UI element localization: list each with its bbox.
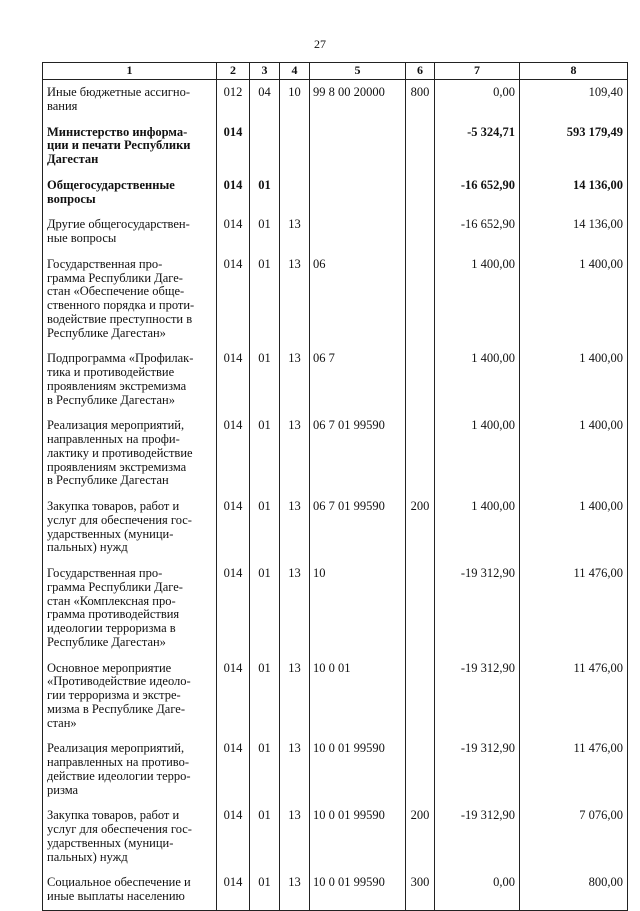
header-col-5: 5: [310, 63, 406, 80]
row-section: 01: [250, 346, 280, 413]
row-title: Общегосударственные вопросы: [43, 173, 217, 213]
row-subsection: 13: [280, 656, 310, 737]
table-row: [43, 346, 628, 413]
row-section: 01: [250, 212, 280, 252]
row-total-amount: 800,00: [520, 870, 628, 910]
row-expense-type: [406, 561, 435, 656]
row-admin-code: 014: [217, 212, 250, 252]
row-change-amount: 1 400,00: [435, 413, 520, 494]
row-total-amount: 11 476,00: [520, 736, 628, 803]
row-section: 01: [250, 173, 280, 213]
row-target-code: 10: [310, 561, 406, 656]
row-total-amount: 1 400,00: [520, 252, 628, 347]
table-row: [43, 413, 628, 494]
row-title: Подпрограмма «Профилак- тика и противодействие проявлениям экстремизма в Республике Дагестан»: [43, 346, 217, 413]
row-subsection: 10: [280, 80, 310, 120]
header-col-3: 3: [250, 63, 280, 80]
row-title: Реализация мероприятий, направленных на профи- лактику и противодействие проявлениям экстремизма в Республике Дагестан: [43, 413, 217, 494]
table-row: [43, 561, 628, 656]
row-title: Министерство информа- ции и печати Республики Дагестан: [43, 120, 217, 173]
row-total-amount: 14 136,00: [520, 173, 628, 213]
row-target-code: 06 7: [310, 346, 406, 413]
row-admin-code: 014: [217, 494, 250, 561]
row-target-code: 06: [310, 252, 406, 347]
row-admin-code: 014: [217, 252, 250, 347]
row-subsection: 13: [280, 212, 310, 252]
row-subsection: 13: [280, 252, 310, 347]
row-expense-type: [406, 346, 435, 413]
row-admin-code: 014: [217, 736, 250, 803]
row-admin-code: 014: [217, 346, 250, 413]
row-section: 01: [250, 413, 280, 494]
row-subsection: 13: [280, 494, 310, 561]
row-change-amount: -16 652,90: [435, 212, 520, 252]
row-subsection: 13: [280, 561, 310, 656]
row-expense-type: 300: [406, 870, 435, 910]
row-expense-type: [406, 736, 435, 803]
row-expense-type: 200: [406, 494, 435, 561]
row-title: Реализация мероприятий, направленных на противо- действие идеологии терро- ризма: [43, 736, 217, 803]
row-section: 01: [250, 656, 280, 737]
row-target-code: 06 7 01 99590: [310, 494, 406, 561]
row-section: 01: [250, 736, 280, 803]
row-target-code: 10 0 01 99590: [310, 803, 406, 870]
row-expense-type: [406, 120, 435, 173]
row-title: Другие общегосударствен- ные вопросы: [43, 212, 217, 252]
header-col-6: 6: [406, 63, 435, 80]
row-expense-type: [406, 212, 435, 252]
row-title: Основное мероприятие «Противодействие идеоло- гии терроризма и экстре- мизма в Республике Даге- стан»: [43, 656, 217, 737]
row-admin-code: 014: [217, 803, 250, 870]
row-target-code: 99 8 00 20000: [310, 80, 406, 120]
row-change-amount: 1 400,00: [435, 252, 520, 347]
table-row: [43, 494, 628, 561]
row-expense-type: 200: [406, 803, 435, 870]
row-change-amount: -19 312,90: [435, 736, 520, 803]
header-col-1: 1: [43, 63, 217, 80]
row-expense-type: [406, 173, 435, 213]
row-total-amount: 593 179,49: [520, 120, 628, 173]
row-change-amount: 0,00: [435, 870, 520, 910]
row-change-amount: -16 652,90: [435, 173, 520, 213]
row-target-code: 10 0 01: [310, 656, 406, 737]
row-admin-code: 012: [217, 80, 250, 120]
row-expense-type: [406, 413, 435, 494]
table-row: [43, 252, 628, 347]
row-subsection: 13: [280, 803, 310, 870]
row-target-code: 06 7 01 99590: [310, 413, 406, 494]
table-header-row: [43, 63, 628, 80]
row-target-code: 10 0 01 99590: [310, 870, 406, 910]
row-section: 01: [250, 803, 280, 870]
row-total-amount: 11 476,00: [520, 561, 628, 656]
row-title: Социальное обеспечение и иные выплаты населению: [43, 870, 217, 910]
row-subsection: [280, 173, 310, 213]
row-target-code: [310, 212, 406, 252]
row-title: Закупка товаров, работ и услуг для обеспечения гос- ударственных (муници- пальных) нужд: [43, 803, 217, 870]
row-section: 01: [250, 561, 280, 656]
row-total-amount: 1 400,00: [520, 413, 628, 494]
row-title: Иные бюджетные ассигно- вания: [43, 80, 217, 120]
row-change-amount: 1 400,00: [435, 346, 520, 413]
row-section: 04: [250, 80, 280, 120]
table-row: [43, 656, 628, 737]
row-total-amount: 1 400,00: [520, 494, 628, 561]
table-row: [43, 736, 628, 803]
row-target-code: [310, 120, 406, 173]
table-row: [43, 212, 628, 252]
row-title: Государственная про- грамма Республики Даге- стан «Комплексная про- грамма противодействия идеологии терроризма в Республике Дагестан»: [43, 561, 217, 656]
row-subsection: 13: [280, 413, 310, 494]
row-total-amount: 11 476,00: [520, 656, 628, 737]
row-expense-type: 800: [406, 80, 435, 120]
header-col-2: 2: [217, 63, 250, 80]
row-change-amount: -19 312,90: [435, 656, 520, 737]
row-title: Государственная про- грамма Республики Даге- стан «Обеспечение обще- ственного порядка и проти- водействие преступности в Республике Дагестан»: [43, 252, 217, 347]
row-admin-code: 014: [217, 173, 250, 213]
row-expense-type: [406, 656, 435, 737]
header-col-7: 7: [435, 63, 520, 80]
header-col-4: 4: [280, 63, 310, 80]
row-total-amount: 109,40: [520, 80, 628, 120]
table-row: [43, 173, 628, 213]
row-section: 01: [250, 870, 280, 910]
row-target-code: 10 0 01 99590: [310, 736, 406, 803]
table-row: [43, 803, 628, 870]
page-number: 27: [314, 37, 326, 51]
row-section: 01: [250, 494, 280, 561]
row-admin-code: 014: [217, 413, 250, 494]
row-title: Закупка товаров, работ и услуг для обеспечения гос- ударственных (муници- пальных) нужд: [43, 494, 217, 561]
row-admin-code: 014: [217, 561, 250, 656]
row-target-code: [310, 173, 406, 213]
row-subsection: [280, 120, 310, 173]
header-col-8: 8: [520, 63, 628, 80]
row-change-amount: 1 400,00: [435, 494, 520, 561]
budget-table: [42, 62, 628, 911]
row-subsection: 13: [280, 346, 310, 413]
row-expense-type: [406, 252, 435, 347]
row-section: 01: [250, 252, 280, 347]
row-total-amount: 14 136,00: [520, 212, 628, 252]
row-admin-code: 014: [217, 656, 250, 737]
row-change-amount: 0,00: [435, 80, 520, 120]
row-change-amount: -5 324,71: [435, 120, 520, 173]
row-section: [250, 120, 280, 173]
table-body: [43, 80, 628, 911]
row-admin-code: 014: [217, 870, 250, 910]
row-subsection: 13: [280, 870, 310, 910]
row-total-amount: 1 400,00: [520, 346, 628, 413]
row-admin-code: 014: [217, 120, 250, 173]
table-row: [43, 120, 628, 173]
row-change-amount: -19 312,90: [435, 803, 520, 870]
row-total-amount: 7 076,00: [520, 803, 628, 870]
row-subsection: 13: [280, 736, 310, 803]
row-change-amount: -19 312,90: [435, 561, 520, 656]
table-row: [43, 80, 628, 120]
table-row: [43, 870, 628, 910]
